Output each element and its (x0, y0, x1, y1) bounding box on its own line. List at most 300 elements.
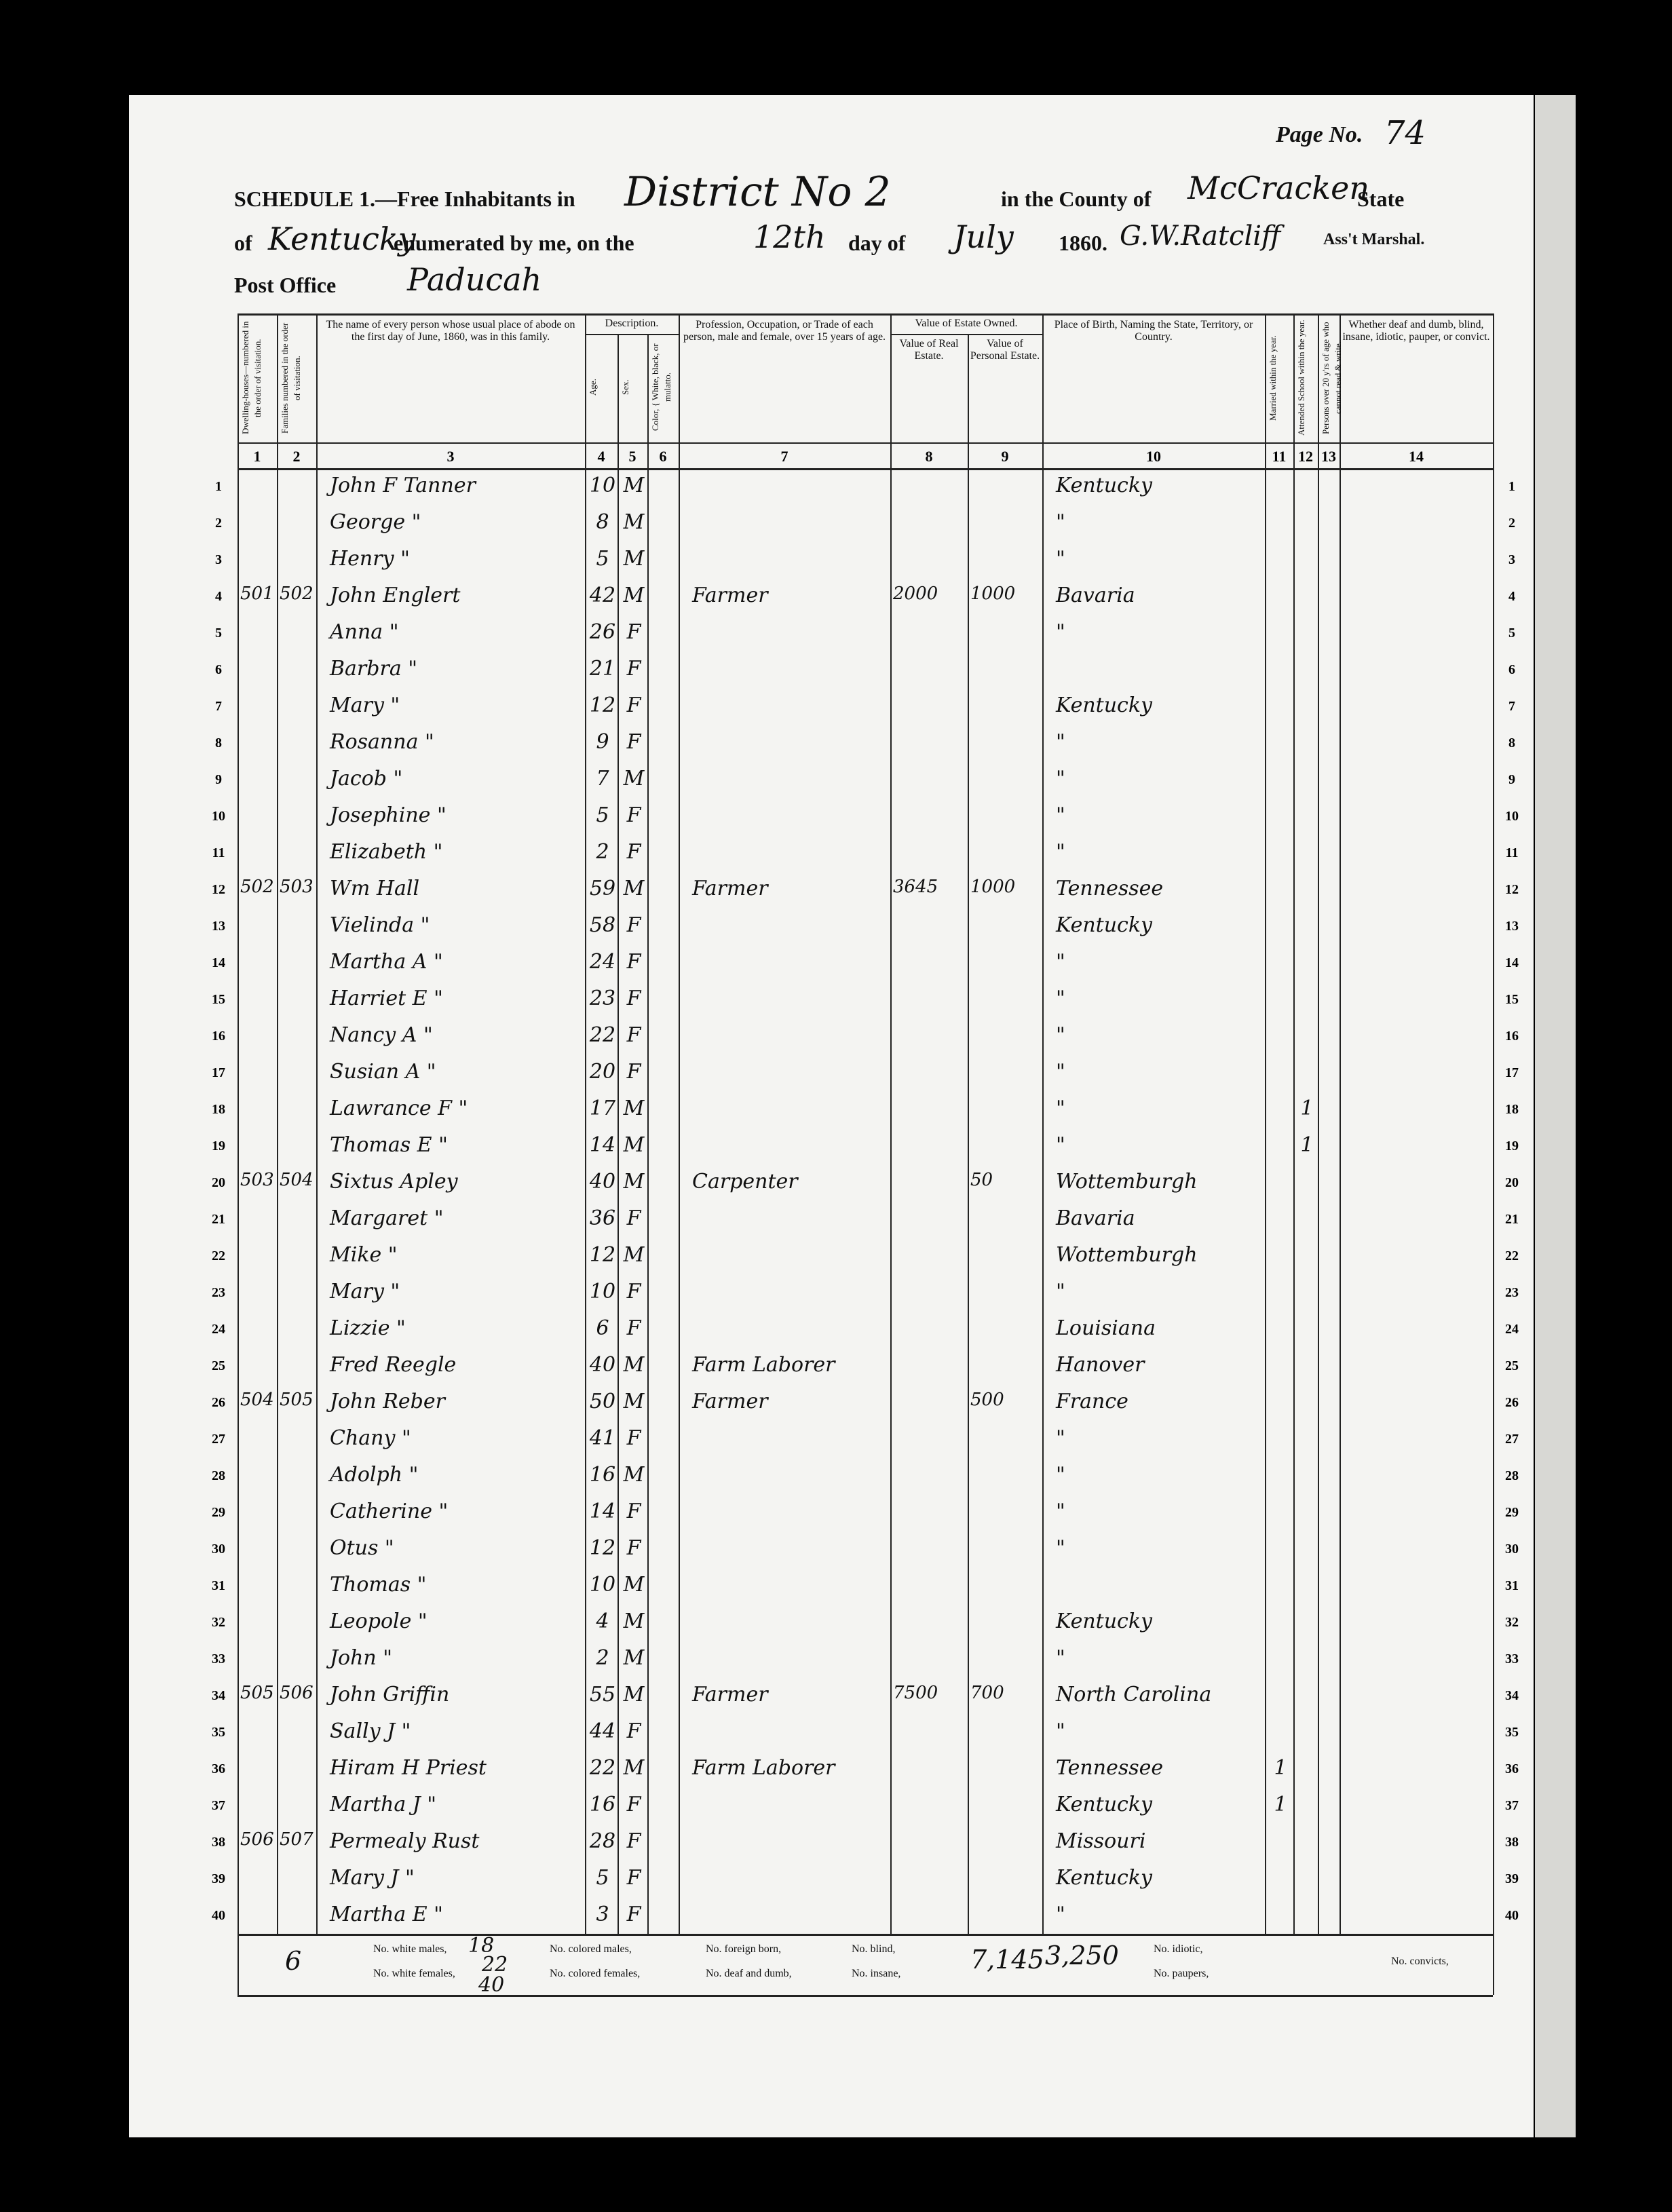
sex: M (623, 1097, 645, 1120)
age: 55 (589, 1683, 616, 1706)
sex: M (623, 510, 645, 534)
person-name: Lizzie " (330, 1316, 406, 1340)
person-name: Sixtus Apley (330, 1170, 458, 1194)
line-number-left: 32 (212, 1615, 225, 1630)
birthplace: " (1056, 1719, 1065, 1743)
line-number-left: 37 (212, 1798, 225, 1813)
adjacent-page-edge (1535, 95, 1576, 2137)
married-mark: 1 (1274, 1756, 1287, 1780)
line-number-left: 29 (212, 1505, 225, 1520)
sex: F (626, 803, 641, 827)
birthplace: Tennessee (1056, 1756, 1164, 1780)
line-number-right: 27 (1505, 1432, 1519, 1447)
line-number-left: 2 (215, 516, 222, 531)
sex: M (623, 767, 645, 790)
column-rule (316, 313, 318, 1934)
column-number: 11 (1272, 448, 1287, 465)
column-header-occupation: Profession, Occupation, or Trade of each person, male and female, over 15 years of age. (683, 319, 886, 343)
line-number-left: 38 (212, 1835, 225, 1850)
sex: M (623, 1133, 645, 1157)
day-of-label: day of (848, 231, 906, 255)
line-number-left: 26 (212, 1395, 225, 1410)
personal-estate-value: 1000 (970, 584, 1016, 604)
age: 59 (589, 877, 616, 900)
person-name: Chany " (330, 1426, 411, 1450)
column-header-school: Attended School within the year. (1296, 320, 1306, 436)
column-rule (968, 334, 969, 1934)
school-mark: 1 (1300, 1097, 1314, 1120)
personal-estate-value: 50 (970, 1170, 993, 1190)
line-number-right: 32 (1505, 1615, 1519, 1630)
occupation: Farmer (692, 877, 768, 900)
line-number-right: 25 (1505, 1358, 1519, 1373)
sex: F (626, 950, 641, 974)
convicts-label: No. convicts, (1391, 1956, 1449, 1967)
line-number-right: 34 (1505, 1688, 1519, 1703)
person-name: Leopole " (330, 1609, 428, 1633)
sex: M (623, 1756, 645, 1780)
sex: F (626, 1060, 641, 1084)
line-number-right: 20 (1505, 1175, 1519, 1190)
birthplace: Louisiana (1056, 1316, 1156, 1340)
line-number-right: 15 (1505, 992, 1519, 1007)
real-estate-value: 3645 (893, 877, 938, 897)
birthplace: Bavaria (1056, 584, 1135, 607)
line-number-left: 18 (212, 1102, 225, 1117)
column-header-sex: Sex. (620, 379, 630, 396)
age: 24 (589, 950, 616, 974)
age: 42 (589, 584, 616, 607)
line-number-left: 23 (212, 1285, 225, 1300)
line-number-right: 6 (1508, 662, 1515, 677)
dwelling-number: 501 (240, 584, 274, 604)
birthplace: " (1056, 510, 1065, 534)
line-number-left: 19 (212, 1139, 225, 1153)
census-table (212, 313, 1519, 1997)
line-number-left: 8 (215, 736, 222, 750)
sex: M (623, 1573, 645, 1597)
line-number-right: 17 (1505, 1065, 1519, 1080)
sex: F (626, 1866, 641, 1890)
sex: F (626, 1903, 641, 1926)
line-number-left: 33 (212, 1652, 225, 1666)
state: Kentucky (268, 221, 416, 257)
age: 22 (589, 1756, 616, 1780)
line-number-left: 20 (212, 1175, 225, 1190)
line-number-right: 4 (1508, 589, 1515, 604)
dwelling-number: 503 (240, 1170, 274, 1190)
line-number-left: 27 (212, 1432, 225, 1447)
line-number-right: 39 (1505, 1871, 1519, 1886)
line-number-right: 13 (1505, 919, 1519, 934)
family-number: 502 (280, 584, 314, 604)
person-name: John Griffin (330, 1683, 450, 1706)
sex: M (623, 1646, 645, 1670)
line-number-left: 11 (212, 845, 225, 860)
birthplace: Bavaria (1056, 1206, 1135, 1230)
birthplace: Wottemburgh (1056, 1243, 1198, 1267)
person-name: John Englert (330, 584, 461, 607)
sex: F (626, 840, 641, 864)
birthplace: " (1056, 950, 1065, 974)
enumerated-label: enumerated by me, on the (394, 231, 634, 255)
person-name: Henry " (330, 547, 410, 571)
person-name: John Reber (330, 1390, 445, 1413)
line-number-left: 31 (212, 1578, 225, 1593)
person-name: Lawrance F " (330, 1097, 468, 1120)
column-rule (1318, 313, 1319, 1934)
column-rule (679, 313, 680, 1934)
birthplace: " (1056, 840, 1065, 864)
line-number-left: 1 (215, 479, 222, 494)
insane-label: No. insane, (852, 1968, 901, 1979)
sex: F (626, 1023, 641, 1047)
column-number: 5 (628, 448, 636, 465)
sex: F (626, 913, 641, 937)
column-number: 4 (597, 448, 605, 465)
age: 10 (589, 1573, 616, 1597)
person-name: Barbra " (330, 657, 418, 681)
person-name: John " (330, 1646, 393, 1670)
real-estate-value: 2000 (893, 584, 938, 604)
personal-estate-value: 500 (970, 1390, 1004, 1410)
footer-bottom-border (238, 1995, 1493, 1997)
line-number-right: 21 (1505, 1212, 1519, 1227)
column-header-name: The name of every person whose usual place of abode on the first day of June, 1860, was in this family. (326, 319, 575, 343)
line-number-left: 34 (212, 1688, 225, 1703)
age: 5 (596, 547, 609, 571)
line-number-right: 18 (1505, 1102, 1519, 1117)
line-number-left: 10 (212, 809, 225, 824)
line-number-left: 7 (215, 699, 222, 714)
column-rule (1493, 313, 1494, 1995)
age: 7 (596, 767, 609, 790)
line-number-right: 11 (1505, 845, 1519, 860)
column-rule (1265, 313, 1266, 1934)
person-name: Fred Reegle (330, 1353, 457, 1377)
sex: F (626, 1793, 641, 1816)
line-number-left: 39 (212, 1871, 225, 1886)
family-number: 503 (280, 877, 314, 897)
line-number-left: 15 (212, 992, 225, 1007)
enumeration-day: 12th (753, 218, 826, 255)
line-number-right: 36 (1505, 1761, 1519, 1776)
personal-estate-value: 1000 (970, 877, 1016, 897)
column-number: 8 (925, 448, 933, 465)
column-rule (647, 334, 649, 1934)
column-header-color: Color, { White, black, or mulatto. (650, 343, 672, 432)
person-name: Rosanna " (330, 730, 434, 754)
age: 23 (589, 987, 616, 1010)
column-header-estate: Value of Estate Owned. (915, 318, 1018, 329)
person-name: Margaret " (330, 1206, 444, 1230)
age: 5 (596, 1866, 609, 1890)
person-name: Vielinda " (330, 913, 430, 937)
schedule-title: SCHEDULE 1.—Free Inhabitants in (234, 187, 575, 211)
estate-subheader-line (890, 334, 1042, 335)
person-name: Jacob " (330, 767, 403, 790)
person-name: Mary " (330, 693, 400, 717)
table-bottom-border (238, 1934, 1493, 1936)
column-number: 14 (1409, 448, 1424, 465)
column-rule (890, 313, 892, 1934)
married-mark: 1 (1274, 1793, 1287, 1816)
column-header-family: Families numbered in the order of visitation. (280, 322, 302, 434)
description-subheader-line (585, 334, 679, 335)
of-label: of (234, 231, 252, 255)
dwelling-number: 505 (240, 1683, 274, 1703)
line-number-right: 19 (1505, 1139, 1519, 1153)
column-rule (1340, 313, 1341, 1934)
header-bottom-line (238, 442, 1493, 444)
marshal-signature: G.W.Ratcliff (1120, 221, 1281, 252)
dwelling-number: 502 (240, 877, 274, 897)
line-number-right: 28 (1505, 1468, 1519, 1483)
age: 22 (589, 1023, 616, 1047)
sex: M (623, 584, 645, 607)
line-number-left: 9 (215, 772, 222, 787)
enumeration-year: 1860. (1059, 231, 1107, 255)
birthplace: " (1056, 1903, 1065, 1926)
line-number-left: 30 (212, 1542, 225, 1557)
sex: F (626, 1829, 641, 1853)
person-name: Mary " (330, 1280, 400, 1303)
line-number-right: 37 (1505, 1798, 1519, 1813)
line-number-right: 16 (1505, 1029, 1519, 1044)
sex: M (623, 1353, 645, 1377)
sex: F (626, 1206, 641, 1230)
sex: F (626, 1500, 641, 1523)
person-name: Josephine " (330, 803, 446, 827)
column-rule (238, 313, 239, 1995)
person-name: Anna " (330, 620, 399, 644)
age: 26 (589, 620, 616, 644)
age: 28 (589, 1829, 616, 1853)
sex: M (623, 1609, 645, 1633)
sex: F (626, 1719, 641, 1743)
line-number-right: 5 (1508, 626, 1515, 641)
family-number: 504 (280, 1170, 314, 1190)
birthplace: " (1056, 767, 1065, 790)
line-number-left: 28 (212, 1468, 225, 1483)
dwelling-number: 506 (240, 1829, 274, 1850)
page-number-label: Page No. (1276, 122, 1363, 147)
age: 17 (589, 1097, 616, 1120)
age: 58 (589, 913, 616, 937)
column-number: 7 (780, 448, 788, 465)
column-header-description: Description. (605, 318, 659, 329)
birthplace: Hanover (1056, 1353, 1145, 1377)
line-number-left: 13 (212, 919, 225, 934)
line-number-right: 12 (1505, 882, 1519, 897)
real-estate-value: 7500 (893, 1683, 938, 1703)
county-label: in the County of (1001, 187, 1152, 211)
age: 10 (589, 1280, 616, 1303)
occupation: Farmer (692, 1390, 768, 1413)
line-number-right: 7 (1508, 699, 1515, 714)
birthplace: " (1056, 730, 1065, 754)
line-number-right: 23 (1505, 1285, 1519, 1300)
age: 5 (596, 803, 609, 827)
age: 12 (589, 1243, 616, 1267)
person-name: Elizabeth " (330, 840, 443, 864)
deaf-dumb-label: No. deaf and dumb, (706, 1968, 792, 1979)
person-name: Martha E " (330, 1903, 443, 1926)
column-header-birthplace: Place of Birth, Naming the State, Territory, or Country. (1054, 319, 1253, 343)
column-number: 13 (1321, 448, 1336, 465)
blind-label: No. blind, (852, 1943, 896, 1955)
person-name: Mary J " (330, 1866, 415, 1890)
column-header-cannot-read: Persons over 20 y'rs of age who cannot read & write. (1320, 322, 1343, 434)
age: 50 (589, 1390, 616, 1413)
sex: F (626, 1280, 641, 1303)
column-number: 1 (253, 448, 261, 465)
line-number-right: 14 (1505, 955, 1519, 970)
person-name: Martha A " (330, 950, 443, 974)
person-name: Nancy A " (330, 1023, 433, 1047)
column-header-married: Married within the year. (1268, 335, 1278, 421)
line-number-right: 24 (1505, 1322, 1519, 1337)
person-name: Mike " (330, 1243, 398, 1267)
line-number-right: 29 (1505, 1505, 1519, 1520)
birthplace: " (1056, 1426, 1065, 1450)
person-name: Thomas " (330, 1573, 427, 1597)
page-number: 74 (1384, 114, 1426, 152)
birthplace: " (1056, 1060, 1065, 1084)
age: 6 (596, 1316, 609, 1340)
colored-females-label: No. colored females, (550, 1968, 641, 1979)
state-label: State (1357, 187, 1405, 211)
line-number-right: 22 (1505, 1248, 1519, 1263)
column-header-personal-estate: Value of Personal Estate. (970, 338, 1040, 362)
age: 21 (589, 657, 616, 681)
age: 9 (596, 730, 609, 754)
birthplace: " (1056, 1646, 1065, 1670)
age: 10 (589, 474, 616, 497)
occupation: Farmer (692, 584, 768, 607)
line-number-left: 3 (215, 552, 222, 567)
column-number: 10 (1146, 448, 1161, 465)
line-number-left: 25 (212, 1358, 225, 1373)
personal-estate-value: 700 (970, 1683, 1004, 1703)
line-number-right: 3 (1508, 552, 1515, 567)
birthplace: Kentucky (1056, 1793, 1152, 1816)
line-number-left: 16 (212, 1029, 225, 1044)
birthplace: Kentucky (1056, 474, 1152, 497)
birthplace: " (1056, 1097, 1065, 1120)
sex: M (623, 1243, 645, 1267)
age: 12 (589, 693, 616, 717)
line-number-right: 40 (1505, 1908, 1519, 1923)
family-number: 505 (280, 1390, 314, 1410)
sex: M (623, 1683, 645, 1706)
post-office-label: Post Office (234, 273, 337, 297)
sex: M (623, 474, 645, 497)
age: 14 (589, 1133, 616, 1157)
line-number-left: 5 (215, 626, 222, 641)
column-header-deaf: Whether deaf and dumb, blind, insane, idiotic, pauper, or convict. (1342, 319, 1490, 343)
age: 3 (596, 1903, 609, 1926)
line-number-right: 1 (1508, 479, 1515, 494)
line-number-right: 38 (1505, 1835, 1519, 1850)
column-rule (618, 334, 619, 1934)
line-number-left: 4 (215, 589, 222, 604)
person-name: Hiram H Priest (330, 1756, 487, 1780)
person-name: George " (330, 510, 421, 534)
sex: M (623, 547, 645, 571)
white-females-label: No. white females, (373, 1968, 455, 1979)
column-rule (1293, 313, 1295, 1934)
age: 16 (589, 1463, 616, 1487)
sex: M (623, 877, 645, 900)
birthplace: " (1056, 1280, 1065, 1303)
age: 8 (596, 510, 609, 534)
occupation: Carpenter (692, 1170, 798, 1194)
column-header-age: Age. (588, 379, 598, 396)
person-name: John F Tanner (330, 474, 476, 497)
column-number: 6 (659, 448, 667, 465)
age: 44 (589, 1719, 616, 1743)
line-number-right: 33 (1505, 1652, 1519, 1666)
column-rule (585, 313, 586, 1934)
occupation: Farm Laborer (692, 1756, 835, 1780)
line-number-right: 30 (1505, 1542, 1519, 1557)
birthplace: Tennessee (1056, 877, 1164, 900)
birthplace: " (1056, 803, 1065, 827)
family-number: 506 (280, 1683, 314, 1703)
person-name: Susian A " (330, 1060, 436, 1084)
person-name: Thomas E " (330, 1133, 448, 1157)
line-number-right: 35 (1505, 1725, 1519, 1740)
age: 40 (589, 1353, 616, 1377)
marshal-label: Ass't Marshal. (1323, 231, 1425, 248)
column-number: 2 (292, 448, 301, 465)
birthplace: Kentucky (1056, 1609, 1152, 1633)
dwelling-number: 504 (240, 1390, 274, 1410)
person-name: Adolph " (330, 1463, 419, 1487)
line-number-left: 12 (212, 882, 225, 897)
birthplace: " (1056, 1463, 1065, 1487)
family-number: 507 (280, 1829, 314, 1850)
line-number-right: 10 (1505, 809, 1519, 824)
age: 2 (596, 1646, 609, 1670)
birthplace: North Carolina (1056, 1683, 1212, 1706)
column-number: 12 (1298, 448, 1313, 465)
sex: M (623, 1463, 645, 1487)
line-number-left: 6 (215, 662, 222, 677)
column-rule (1042, 313, 1044, 1934)
person-name: Martha J " (330, 1793, 437, 1816)
sex: F (626, 1536, 641, 1560)
age: 12 (589, 1536, 616, 1560)
school-mark: 1 (1300, 1133, 1314, 1157)
birthplace: France (1056, 1390, 1128, 1413)
birthplace: Kentucky (1056, 913, 1152, 937)
birthplace: " (1056, 547, 1065, 571)
person-name: Harriet E " (330, 987, 443, 1010)
age: 20 (589, 1060, 616, 1084)
line-number-left: 22 (212, 1248, 225, 1263)
person-name: Otus " (330, 1536, 394, 1560)
age: 4 (596, 1609, 609, 1633)
post-office: Paducah (407, 261, 542, 298)
paupers-label: No. paupers, (1154, 1968, 1209, 1979)
birthplace: Kentucky (1056, 693, 1152, 717)
column-number: 3 (446, 448, 455, 465)
birthplace: " (1056, 620, 1065, 644)
age: 14 (589, 1500, 616, 1523)
age: 41 (589, 1426, 616, 1450)
